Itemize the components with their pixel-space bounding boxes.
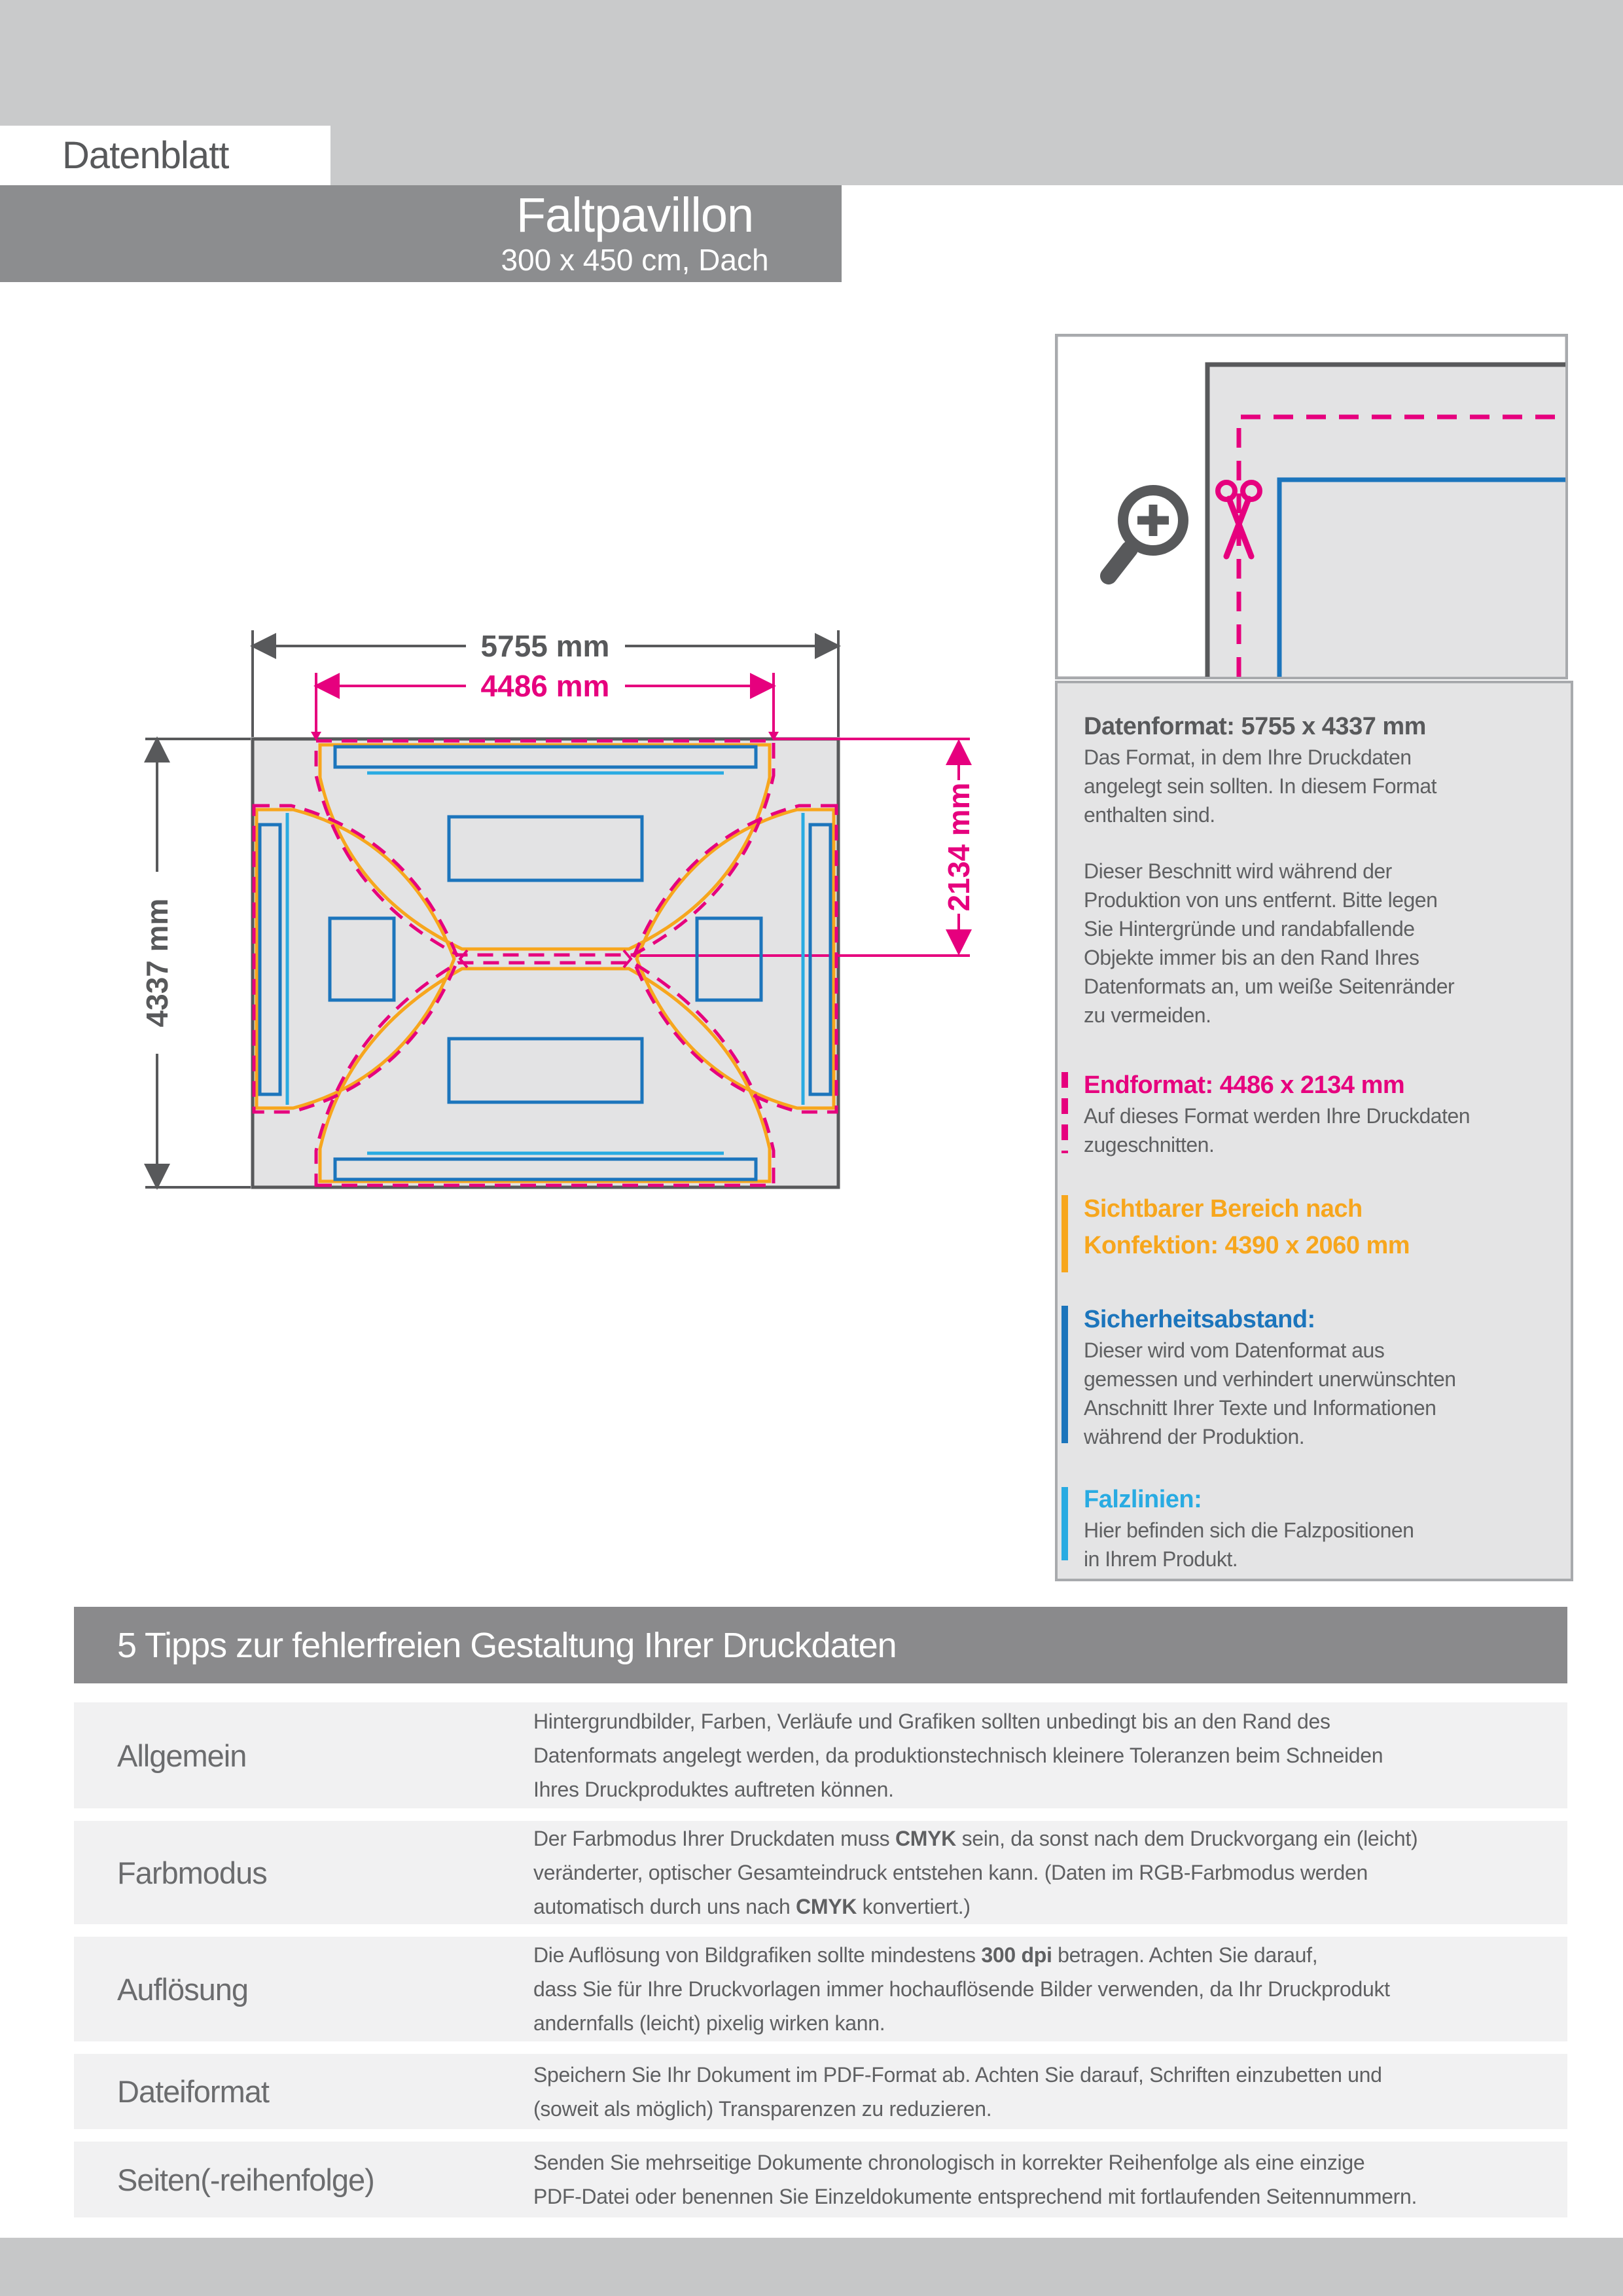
product-title-bar xyxy=(0,185,842,282)
tip-row-aufloesung xyxy=(74,1937,1567,2041)
foldlines-title: Falzlinien: xyxy=(1084,1486,1202,1513)
tip-body: Senden Sie mehrseitige Dokumente chronologisch in korrekter Reihenfolge als eine einzige PDF-Datei oder benennen Sie Einzeldokumente entsprechend mit fortlaufenden Seitennummern. xyxy=(533,2151,1418,2208)
tips-header-title: 5 Tipps zur fehlerfreien Gestaltung Ihrer Druckdaten xyxy=(117,1625,897,1665)
corner-zoom-detail-box xyxy=(1055,334,1568,679)
tips-header-bar xyxy=(74,1607,1567,1683)
dataformat-title: Datenformat: 5755 x 4337 mm xyxy=(1084,713,1426,740)
tip-label: Dateiformat xyxy=(117,2074,269,2109)
dim-endformat-width-label: 4486 mm xyxy=(480,669,610,703)
dim-endformat-height-label: 2134 mm xyxy=(942,782,976,912)
product-subtitle: 300 x 450 cm, Dach xyxy=(501,243,769,277)
dim-width-total xyxy=(253,629,838,663)
visible-area-title: Sichtbarer Bereich nach Konfektion: 4390 x 2060 mm xyxy=(1084,1195,1410,1259)
dataformat-para1: Das Format, in dem Ihre Druckdaten angelegt sein sollten. In diesem Format enthalten sind. xyxy=(1084,745,1437,827)
tip-body: Der Farbmodus Ihrer Druckdaten muss CMYK sein, da sonst nach dem Druckvorgang ein (leicht) veränderter, optischer Gesamteindruck entstehen kann. (Daten im RGB-Farbmodus werden automatisch durch uns nach CMYK konvertiert.) xyxy=(533,1827,1418,1918)
dataformat-para2: Dieser Beschnitt wird während der Produktion von uns entfernt. Bitte legen Sie Hintergründe und randabfallende Objekte immer bis an den Rand Ihres Datenformats an, um weiße Seitenränder zu vermeiden. xyxy=(1084,859,1455,1027)
safety-accent-bar xyxy=(1061,1306,1068,1443)
endformat-title: Endformat: 4486 x 2134 mm xyxy=(1084,1071,1405,1099)
tip-body: Die Auflösung von Bildgrafiken sollte mindestens 300 dpi betragen. Achten Sie darauf, dass Sie für Ihre Druckvorlagen immer hochauflösende Bilder verwenden, da Ihr Druckprodukt andernfalls (leicht) pixelig wirken kann. xyxy=(533,1943,1390,2035)
section-safety xyxy=(1084,1303,1555,1451)
safety-title: Sicherheitsabstand: xyxy=(1084,1306,1315,1333)
tip-label: Farbmodus xyxy=(117,1855,267,1890)
tip-row-allgemein xyxy=(74,1702,1567,1808)
section-visible-area xyxy=(1084,1191,1555,1264)
endformat-body: Auf dieses Format werden Ihre Druckdaten zugeschnitten. xyxy=(1084,1104,1471,1157)
foldlines-body: Hier befinden sich die Falzpositionen in Ihrem Produkt. xyxy=(1084,1518,1414,1571)
section-endformat xyxy=(1084,1069,1555,1159)
tip-row-farbmodus xyxy=(74,1821,1567,1924)
safety-body: Dieser wird vom Datenformat aus gemessen und verhindert unerwünschten Anschnitt Ihrer Texte und Informationen während der Produktion. xyxy=(1084,1338,1456,1448)
roof-layout-diagram xyxy=(0,609,1021,1217)
section-foldlines xyxy=(1084,1483,1555,1573)
foldlines-accent-bar xyxy=(1061,1487,1068,1560)
section-dataformat xyxy=(1084,710,1555,1030)
product-title: Faltpavillon xyxy=(516,188,754,242)
sheet-preview xyxy=(1207,365,1565,677)
tip-row-seitenreihenfolge xyxy=(74,2142,1567,2217)
doc-type-label: Datenblatt xyxy=(62,134,229,177)
dim-endformat-width xyxy=(311,669,779,741)
tip-label: Auflösung xyxy=(117,1971,249,2007)
dim-height-total xyxy=(140,739,174,1187)
tip-label: Seiten(-reihenfolge) xyxy=(117,2162,374,2197)
visible-area-accent-bar xyxy=(1061,1195,1068,1272)
datenblatt-label-box xyxy=(0,126,330,185)
zoomed-corner-preview xyxy=(1207,365,1565,677)
legend-info-panel xyxy=(1055,681,1573,1581)
tip-body: Hintergrundbilder, Farben, Verläufe und Grafiken sollten unbedingt bis an den Rand des Datenformats angelegt werden, da produktionstechnisch kleinere Toleranzen beim Schneiden Ihres Druckproduktes auftreten können. xyxy=(533,1710,1383,1801)
dim-height-total-label: 4337 mm xyxy=(140,898,174,1028)
tip-body: Speichern Sie Ihr Dokument im PDF-Format ab. Achten Sie darauf, Schriften einzubetten und (soweit als möglich) Transparenzen zu reduzieren. xyxy=(533,2062,1382,2121)
product-title-group xyxy=(432,185,838,282)
tip-row-dateiformat xyxy=(74,2054,1567,2129)
footer-gray-band xyxy=(0,2238,1623,2296)
dim-width-total-label: 5755 mm xyxy=(480,629,610,663)
endformat-accent-bar xyxy=(1061,1072,1068,1153)
tip-label: Allgemein xyxy=(117,1738,247,1773)
